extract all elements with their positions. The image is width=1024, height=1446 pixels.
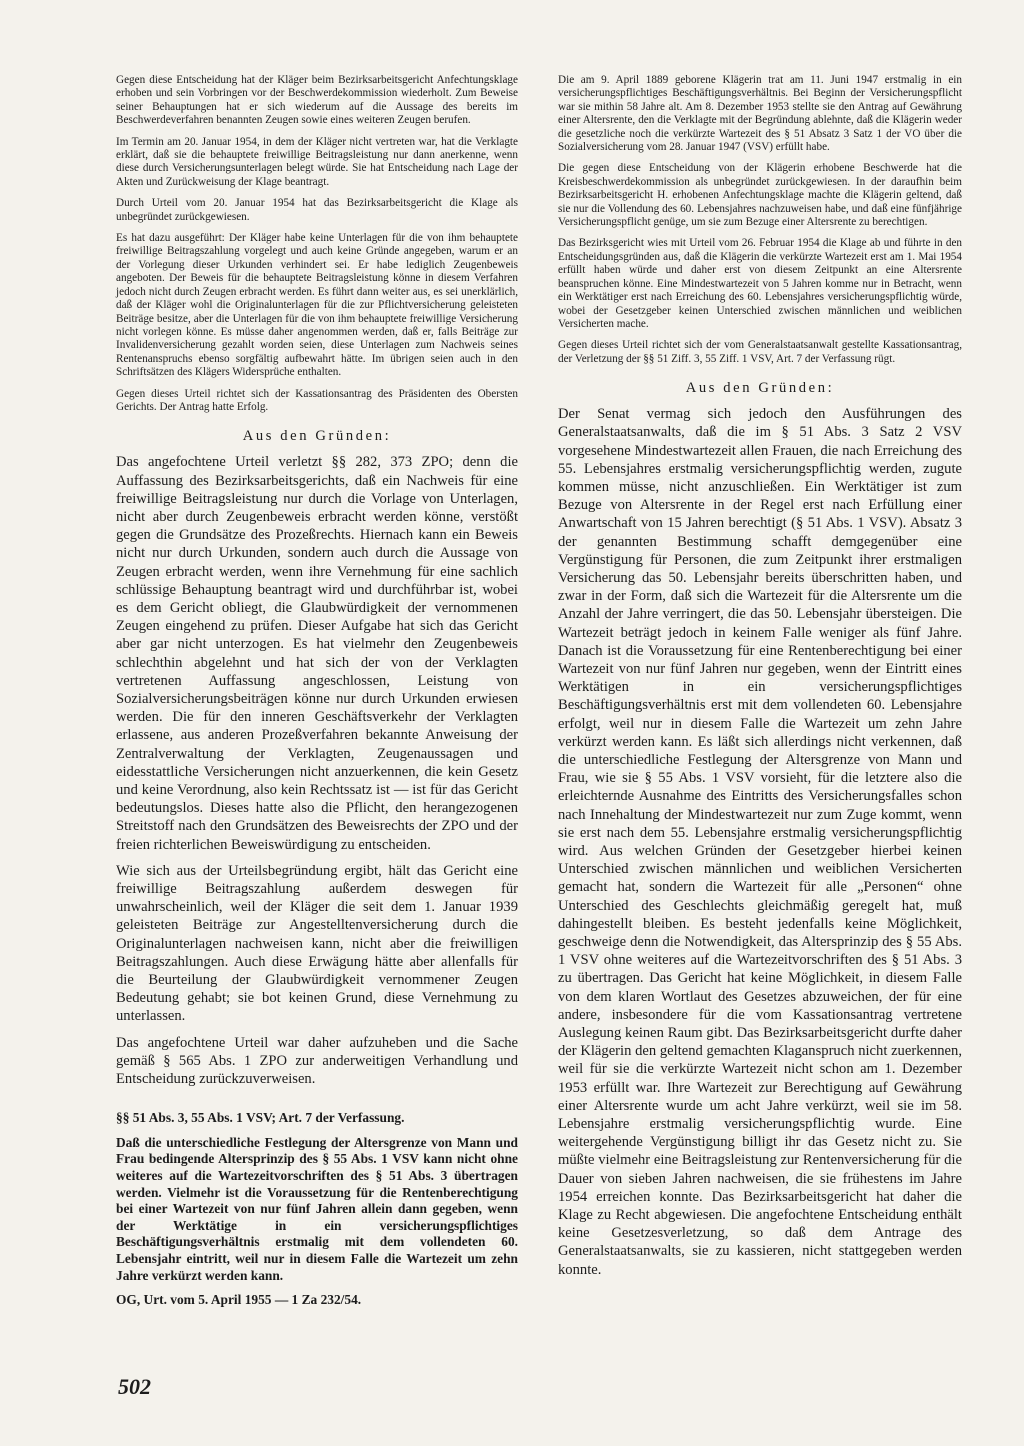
right-facts-paragraph: Gegen dieses Urteil richtet sich der vom Generalstaatsanwalt gestellte Kassationsantrag, der Verletzung der §§ 51 Ziff. 3, 55 Ziff. 1 VSV, Art. 7 der Verfassung rügt. (558, 339, 962, 365)
headnote: Daß die unterschiedliche Festlegung der Altersgrenze von Mann und Frau bedingende Altersprinzip des § 55 Abs. 1 VSV kann nicht ohne weiteres auf die Wartezeitvorschriften des § 51 Abs. 3 übertragen werden. Vielmehr ist die Voraussetzung für die Rentenberechtigung bei einer Wartezeit von nur fünf Jahren allein dann gegeben, wenn der Werktätige in ein versicherungspflichtiges Beschäftigungsverhältnis erstmalig mit dem vollendeten 60. Lebensjahr eintritt, weil nur in diesem Falle die Wartezeit um zehn Jahre verkürzt werden kann. (116, 1134, 518, 1283)
law-reference: §§ 51 Abs. 3, 55 Abs. 1 VSV; Art. 7 der Verfassung. (116, 1110, 405, 1126)
left-column (116, 74, 518, 1317)
left-facts-paragraph: Gegen diese Entscheidung hat der Kläger beim Bezirksarbeitsgericht Anfechtungsklage erhoben und sein Vorbringen vor der Beschwerdekommission wiederholt. Zum Beweise seiner Behauptungen hat er sich wiederum auf die Aussage des bereits im Beschwerdeverfahren benannten Zeugen sowie eines weiteren Zeugen berufen. (116, 74, 518, 127)
left-facts-paragraph: Durch Urteil vom 20. Januar 1954 hat das Bezirksarbeitsgericht die Klage als unbegründet zurückgewiesen. (116, 197, 518, 223)
headnote-block (116, 1110, 518, 1309)
left-facts-paragraph: Im Termin am 20. Januar 1954, in dem der Kläger nicht vertreten war, hat die Verklagte erklärt, daß sie die behauptete freiwillige Beitragsleistung nur dann anerkenne, wenn diese durch Versicherungsunterlagen belegt würde. Sie hat Entscheidung nach Lage der Akten und Zurückweisung der Klage beantragt. (116, 135, 518, 188)
right-reasons (558, 405, 962, 1279)
left-facts (116, 74, 518, 414)
right-facts-paragraph: Die am 9. April 1889 geborene Klägerin trat am 11. Juni 1947 erstmalig in ein versicherungspflichtiges Beschäftigungsverhältnis. Bei Beginn der Versicherungspflicht war sie mithin 58 Jahre alt. Am 8. Dezember 1953 stellte sie den Antrag auf Gewährung einer Altersrente, den die Verklagte mit der Begründung ablehnte, daß die Klägerin weder die gesetzliche noch die verkürzte Wartezeit des § 51 Absatz 3 Satz 1 der VO über die Sozialversicherung vom 28. Januar 1947 (VSV) erfüllt habe. (558, 74, 962, 154)
right-facts-paragraph: Die gegen diese Entscheidung von der Klägerin erhobene Beschwerde hat die Kreisbeschwerdekommission als unbegründet zurückgewiesen. In der daraufhin beim Bezirksarbeitsgericht H. erhobenen Anfechtungsklage machte die Klägerin geltend, daß sie nur die Vollendung des 60. Lebensjahres nachzuweisen habe, und daß eine fünfjährige Versicherungspflicht genüge, um sie zum Bezuge einer Altersrente zu berechtigen. (558, 162, 962, 229)
left-reasons (116, 453, 518, 1088)
left-facts-paragraph: Es hat dazu ausgeführt: Der Kläger habe keine Unterlagen für die von ihm behauptete freiwillige Beitragszahlung vorgelegt und auch keine Gründe angegeben, warum er an der Vorlegung dieser Urkunden verhindert sei. Er habe lediglich Zeugenbeweis angeboten. Der Beweis für die behauptete Beitragsleistung könne in diesem Verfahren jedoch nicht durch Zeugen erbracht werden. Es führt dann weiter aus, es sei unerklärlich, daß der Kläger wohl die Originalunterlagen für die zur Pflichtversicherung geleisteten Beiträge besitze, aber die Unterlagen für die von ihm behauptete freiwillige Versicherung nicht vorlegen könne. Es müsse daher angenommen werden, daß er, falls Beiträge zur Invalidenversicherung gezahlt worden seien, diese Unterlagen zum Nachweis seines Rentenanspruchs ebenso sorgfältig aufbewahrt hätte. Im übrigen seien auch in den Schriftsätzen des Klägers Widersprüche enthalten. (116, 232, 518, 379)
left-facts-paragraph: Gegen dieses Urteil richtet sich der Kassationsantrag des Präsidenten des Obersten Gerichts. Der Antrag hatte Erfolg. (116, 387, 518, 413)
right-reasons-heading: Aus den Gründen: (685, 380, 835, 397)
page-number: 502 (118, 1374, 151, 1399)
right-column (558, 74, 962, 1287)
right-facts-paragraph: Das Bezirksgericht wies mit Urteil vom 26. Februar 1954 die Klage ab und führte in den Entscheidungsgründen aus, daß die Klägerin die verkürzte Wartezeit erst am 1. Mai 1954 erfüllt haben würde und daher erst von diesem Zeitpunkt an eine Altersrente beanspruchen könne. Eine Mindestwartezeit von 5 Jahren komme nur in Betracht, wenn ein Werktätiger erst nach Erreichung des 60. Lebensjahres versicherungspflichtig würde, wobei der Gesetzgeber keinen Unterschied zwischen männlichen und weiblichen Versicherten mache. (558, 237, 962, 330)
left-reasons-paragraph: Das angefochtene Urteil war daher aufzuheben und die Sache gemäß § 565 Abs. 1 ZPO zur anderweitigen Verhandlung und Entscheidung zurückzuverweisen. (116, 1034, 518, 1088)
left-reasons-heading: Aus den Gründen: (242, 428, 392, 445)
left-reasons-paragraph: Wie sich aus der Urteilsbegründung ergibt, hält das Gericht eine freiwillige Beitragszahlung außerdem deswegen für unwahrscheinlich, weil der Kläger die seit dem 1. Januar 1939 geleisteten Beiträge zur Angestelltenversicherung durch die Originalunterlagen nachweisen kann, nicht aber die freiwilligen Beitragszahlungen. Auch diese Erwägung hätte aber allenfalls für die Beurteilung der Glaubwürdigkeit vernommener Zeugen Bedeutung gehabt; sie bot keinen Grund, diese Vernehmung zu unterlassen. (116, 862, 518, 1025)
right-facts (558, 74, 962, 366)
left-reasons-paragraph: Das angefochtene Urteil verletzt §§ 282, 373 ZPO; denn die Auffassung des Bezirksarbeitsgerichts, daß ein Nachweis für eine freiwillige Beitragsleistung nur durch die Vorlage von Unterlagen, nicht aber durch Zeugenbeweis erbracht werden könne, verstößt gegen die Grundsätze des Prozeßrechts. Hiernach kann ein Beweis nicht nur durch Urkunden, sondern auch durch die Aussage von Zeugen erbracht werden, wenn ihre Vernehmung für eine sachlich schlüssige Behauptung beantragt wird und durchführbar ist, wobei es dem Gericht obliegt, die Glaubwürdigkeit der vernommenen Zeugen eingehend zu prüfen. Dieser Aufgabe hat sich das Gericht aber gar nicht unterzogen. Es hat vielmehr den Zeugenbeweis schlechthin abgelehnt und hat sich der von der Verklagten vertretenen Auffassung angeschlossen, Leistung von Sozialversicherungsbeiträgen könne nur durch Urkunden erwiesen werden. Die für den inneren Geschäftsverkehr der Verklagten erlassene, aus anderen Prozeßverfahren bekannte Anweisung der Zentralverwaltung der Verklagten, Zeugenaussagen und eidesstattliche Versicherungen nicht anzuerkennen, die kein Gesetz und keine Verordnung, also kein Rechtssatz ist — ist für das Gericht bedeutungslos. Dieses hatte also die Pflicht, den herangezogenen Streitstoff nach den Grundsätzen des Beweisrechts der ZPO und der freien richterlichen Beweiswürdigung zu entscheiden. (116, 454, 518, 853)
court-citation: OG, Urt. vom 5. April 1955 — 1 Za 232/54. (116, 1292, 362, 1308)
right-reasons-paragraph: Der Senat vermag sich jedoch den Ausführungen des Generalstaatsanwalts, daß die im § 51 Abs. 3 Satz 2 VSV vorgesehene Mindestwartezeit allen Frauen, die nach Erreichung des 55. Lebensjahres erstmalig versicherungspflichtig werden, zugute kommen müsse, nicht anzuschließen. Ein Werktätiger ist zum Bezuge von Altersrente in der Regel erst nach Erfüllung einer Anwartschaft von 15 Jahren berechtigt (§ 51 Abs. 1 VSV). Absatz 3 der genannten Bestimmung schafft demgegenüber eine Vergünstigung für Personen, die zum Zeitpunkt ihrer erstmaligen Versicherung das 50. Lebensjahr bereits überschritten haben, und zwar in der Form, daß sich die Wartezeit für die Altersrente um die Anzahl der Jahre verringert, die das 50. Lebensjahr übersteigen. Die Wartezeit beträgt jedoch in keinem Falle weniger als fünf Jahre. Danach ist die Voraussetzung für eine Rentenberechtigung bei einer Wartezeit von nur fünf Jahren nur gegeben, wenn der Eintritt eines Werktätigen in ein versicherungspflichtiges Beschäftigungsverhältnis erst mit dem vollendeten 60. Lebensjahre erfolgt, weil nur in diesem Falle die Wartezeit um zehn Jahre verkürzt werden kann. Es läßt sich allerdings nicht verkennen, daß die unterschiedliche Festlegung der Altersgrenze von Mann und Frau, wie sie § 55 Abs. 1 VSV vorsieht, für die letztere also die erleichternde Ausnahme des Eintritts des Versicherungsfalles schon nach Innehaltung der Mindestwartezeit nur zum Zuge kommt, wenn sie erst nach dem 55. Lebensjahre erstmalig versicherungspflichtig wird. Aus welchen Gründen der Gesetzgeber hierbei keinen Unterschied zwischen männlichen und weiblichen Versicherten gemacht hat, sondern die Wartezeit für alle „Personen“ ohne Unterschied des Geschlechts gleichmäßig geregelt hat, muß dahingestellt bleiben. Es besteht jedenfalls keine Möglichkeit, geschweige denn die Notwendigkeit, das Altersprinzip des § 55 Abs. 1 VSV ohne weiteres auf die Wartezeitvorschriften des § 51 Abs. 3 zu übertragen. Das Gericht hat keine Möglichkeit, in diesem Falle von dem klaren Wortlaut des Gesetzes abzuweichen, der für eine andere, insbesondere für die vom Kassationsantrag vertretene Auslegung keinen Raum gibt. Das Bezirksarbeitsgericht durfte daher der Klägerin den geltend gemachten Klaganspruch nicht zuerkennen, weil für sie die verkürzte Wartezeit nicht schon am 1. Dezember 1953 erfüllt war. Ihre Wartezeit zur Berechtigung auf Gewährung einer Altersrente wurde um acht Jahre verkürzt, weil sie im 58. Lebensjahre erstmalig versicherungspflichtig wurde. Eine weitergehende Vergünstigung billigt ihr das Gesetz nicht zu. Sie müßte vielmehr eine Beitragsleistung zur Rentenversicherung für die Dauer von sieben Jahren nachweisen, die sie frühestens im Jahre 1954 erreichen konnte. Das Bezirksarbeitsgericht hat daher die Klage zu Recht abgewiesen. Die angefochtene Entscheidung enthält keine Gesetzesverletzung, so daß dem Antrage des Generalstaatsanwalts, sie zu kassieren, nicht stattgegeben werden konnte. (558, 406, 962, 1278)
